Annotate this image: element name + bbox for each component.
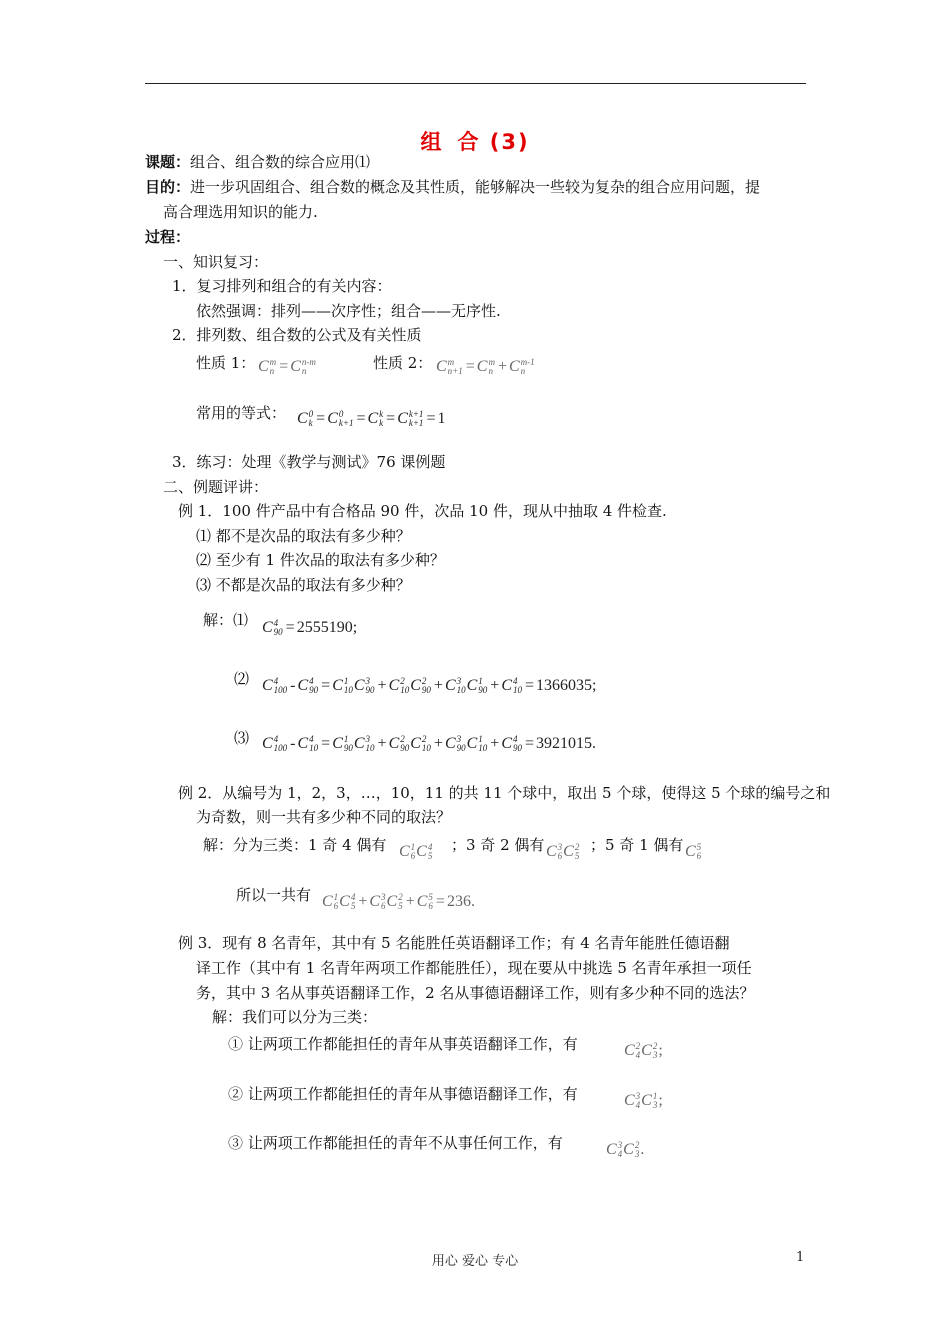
example-1-result-2: 1366035 bbox=[536, 677, 593, 694]
goal-label: 目的： bbox=[145, 178, 191, 196]
example-3-formula-2: C 3 4 C 1 3 ; bbox=[624, 1091, 663, 1111]
example-2-total-value: 236 bbox=[446, 893, 471, 910]
topic-line bbox=[145, 151, 370, 173]
example-2-solution-b: ；3 奇 2 偶有 bbox=[451, 836, 545, 854]
property-1-formula: C m n = C n-m n bbox=[258, 357, 316, 377]
example-1-part-2-label: ⑵ bbox=[234, 670, 250, 688]
sec1-item-1-note: 依然强调：排列——次序性；组合——无序性. bbox=[196, 302, 501, 320]
topic-text: 组合、组合数的综合应用⑴ bbox=[190, 153, 371, 171]
example-2-solution-c: ；5 奇 1 偶有 bbox=[590, 836, 684, 854]
section-1-heading: 一、知识复习： bbox=[163, 253, 269, 271]
page-title bbox=[0, 126, 950, 156]
page-number: 1 bbox=[796, 1250, 805, 1265]
example-1-part-3-label: ⑶ bbox=[234, 729, 250, 747]
goal-line-2: 高合理选用知识的能力. bbox=[163, 203, 318, 221]
property-2-label: 性质 2： bbox=[373, 354, 433, 372]
example-1-question-1: ⑴ 都不是次品的取法有多少种？ bbox=[196, 527, 411, 545]
title-part-1: 组 bbox=[420, 130, 444, 154]
example-3-formula-3: C 3 4 C 2 3 . bbox=[606, 1140, 645, 1160]
example-2-line-1: 例 2．从编号为 1，2，3，…，10，11 的共 11 个球中，取出 5 个球，使得这 5 个球的编号之和 bbox=[178, 784, 831, 802]
example-1-formula-3: C 4 100 - C 4 10 = C 1 90 C 3 10 + C 2 90 C 2 10 + C 3 90 C 1 10 + C 4 90 = 3921015. bbox=[262, 734, 597, 754]
example-1-question-2: ⑵ 至少有 1 件次品的取法有多少种？ bbox=[196, 551, 445, 569]
header-rule bbox=[145, 83, 806, 84]
common-identity-label: 常用的等式： bbox=[196, 404, 287, 422]
example-3-case-1: ① 让两项工作都能担任的青年从事英语翻译工作，有 bbox=[228, 1035, 578, 1053]
example-1-solution-label: 解：⑴ bbox=[203, 611, 249, 629]
section-2-heading: 二、例题评讲： bbox=[163, 478, 269, 496]
example-3-case-3: ③ 让两项工作都能担任的青年不从事任何工作，有 bbox=[228, 1134, 563, 1152]
sec1-item-3: 3．练习：处理《教学与测试》76 课例题 bbox=[172, 453, 446, 471]
example-2-total-label: 所以一共有 bbox=[236, 886, 312, 904]
example-3-line-3: 务，其中 3 名从事英语翻译工作，2 名从事德语翻译工作，则有多少种不同的选法？ bbox=[196, 984, 755, 1002]
example-3-line-2: 译工作（其中有 1 名青年两项工作都能胜任），现在要从中挑选 5 名青年承担一项任 bbox=[196, 959, 752, 977]
example-2-formula-c: C 5 6 bbox=[685, 842, 702, 862]
example-1-result-3: 3921015 bbox=[536, 735, 593, 752]
sec1-item-1: 1．复习排列和组合的有关内容： bbox=[172, 277, 392, 295]
sec1-item-2: 2．排列数、组合数的公式及有关性质 bbox=[172, 326, 422, 344]
title-part-2: 合 (3) bbox=[457, 130, 530, 154]
example-1-formula-2: C 4 100 - C 4 90 = C 1 10 C 3 90 + C 2 10 C 2 90 + C 3 10 C 1 90 + C 4 10 = 1366035; bbox=[262, 676, 597, 696]
example-2-line-2: 为奇数，则一共有多少种不同的取法？ bbox=[196, 808, 452, 826]
example-2-formula-b: C 3 6 C 2 5 bbox=[546, 842, 580, 862]
example-1-result-1: 2555190 bbox=[296, 619, 353, 636]
topic-label: 课题： bbox=[145, 153, 191, 171]
example-3-formula-1: C 2 4 C 2 3 ; bbox=[624, 1041, 663, 1061]
example-3-line-1: 例 3．现有 8 名青年，其中有 5 名能胜任英语翻译工作；有 4 名青年能胜任德语翻 bbox=[178, 934, 730, 952]
example-2-solution-a: 解：分为三类：1 奇 4 偶有 bbox=[203, 836, 387, 854]
example-3-case-2: ② 让两项工作都能担任的青年从事德语翻译工作，有 bbox=[228, 1085, 578, 1103]
property-2-formula: C m n+1 = C m n + C m-1 n bbox=[436, 357, 535, 377]
process-label: 过程： bbox=[145, 228, 191, 246]
page-footer: 用心 爱心 专心 bbox=[431, 1254, 519, 1269]
goal-text-1: 进一步巩固组合、组合数的概念及其性质，能够解决一些较为复杂的组合应用问题，提 bbox=[190, 178, 761, 196]
example-2-formula-a: C 1 6 C 4 5 bbox=[399, 842, 433, 862]
example-3-solution: 解：我们可以分为三类： bbox=[212, 1008, 378, 1026]
example-1-formula-1: C 4 90 = 2555190; bbox=[262, 618, 358, 638]
goal-line-1 bbox=[145, 176, 760, 198]
example-1-question-3: ⑶ 不都是次品的取法有多少种？ bbox=[196, 576, 411, 594]
property-1-label: 性质 1： bbox=[196, 354, 256, 372]
example-1-stem: 例 1．100 件产品中有合格品 90 件，次品 10 件，现从中抽取 4 件检查. bbox=[178, 502, 667, 520]
common-identity-formula: C 0 k = C 0 k+1 = C k k = C k+1 k+1 = 1 bbox=[297, 409, 446, 429]
example-2-total-formula: C 1 6 C 4 5 + C 3 6 C 2 5 + C 5 6 = 236. bbox=[322, 892, 475, 912]
